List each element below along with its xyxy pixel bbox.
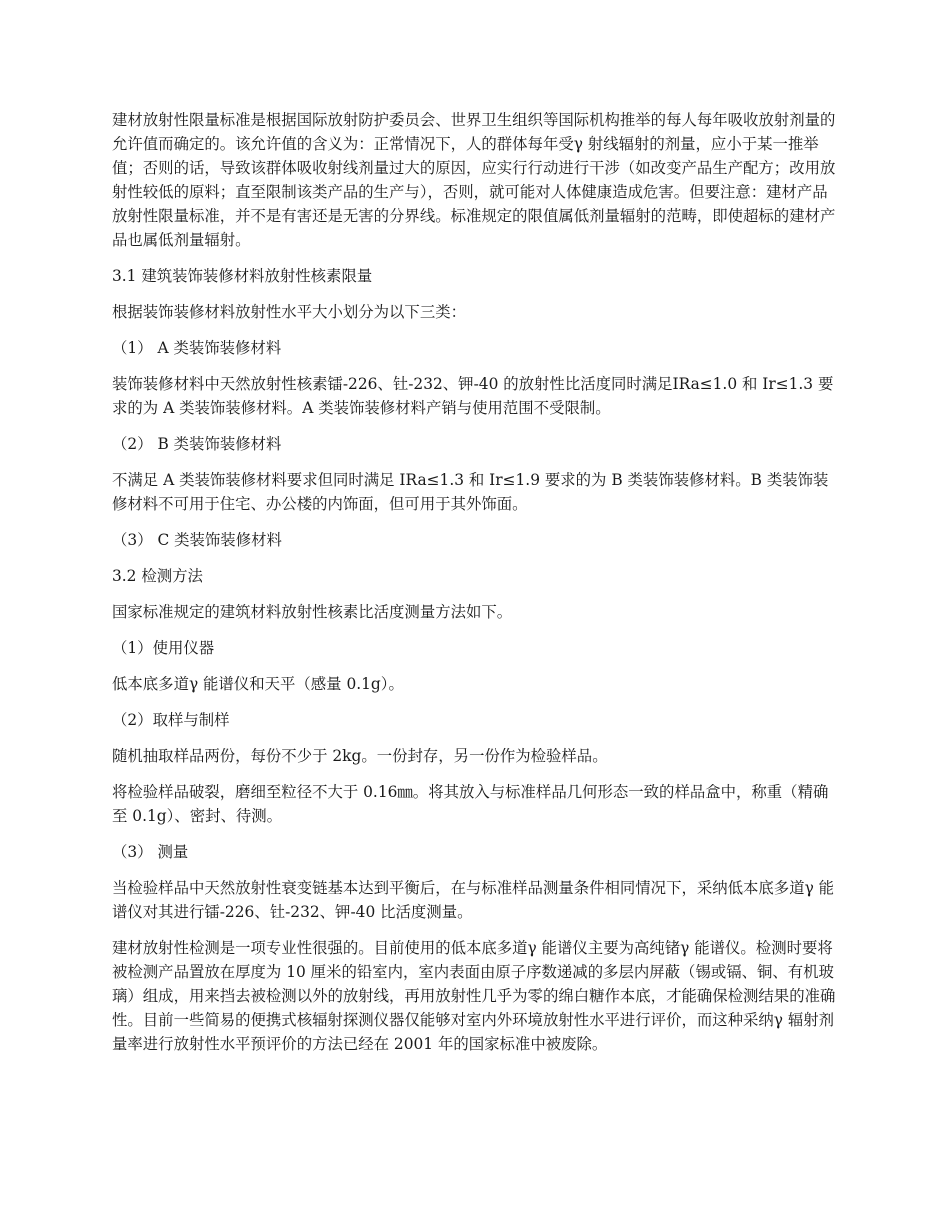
intro-paragraph: 建材放射性限量标准是根据国际放射防护委员会、世界卫生组织等国际机构推举的每人每年吸收放射剂量的允许值而确定的。该允许值的含义为：正常情况下，人的群体每年受γ 射线辐射的剂量，应小于某一推举值；否则的话，导致该群体吸收射线剂量过大的原因，应实行行动进行干涉（如改变产品生产配方；改用放射性较低的原料；直至限制该类产品的生产与），否则，就可能对人体健康造成危害。但要注意：建材产品放射性限量标准，并不是有害还是无害的分界线。标准规定的限值属低剂量辐射的范畴，即使超标的建材产品也属低剂量辐射。 — [112, 111, 836, 249]
subheading-instruments: （1）使用仪器 — [112, 639, 215, 657]
subheading-class-b: （2） B 类装饰装修材料 — [112, 435, 282, 453]
class-b-paragraph: 不满足 A 类装饰装修材料要求但同时满足 IRa≤1.3 和 Ir≤1.9 要求的为 B 类装饰装修材料。B 类装饰装修材料不可用于住宅、办公楼的内饰面，但可用于其外饰面。 — [112, 471, 829, 513]
classification-paragraph: 根据装饰装修材料放射性水平大小划分为以下三类： — [112, 303, 466, 321]
closing-paragraph: 建材放射性检测是一项专业性很强的。目前使用的低本底多道γ 能谱仪主要为高纯锗γ 能谱仪。检测时要将被检测产品置放在厚度为 10 厘米的铅室内，室内表面由原子序数递减的多层内屏蔽（锡或镉、铜、有机玻璃）组成，用来挡去被检测以外的放射线，再用放射性几乎为零的绵白糖作本底，才能确保检测结果的准确性。目前一些简易的便携式核辐射探测仪器仅能够对室内外环境放射性水平进行评价，而这种采纳γ 辐射剂量率进行放射性水平预评价的方法已经在 2001 年的国家标准中被废除。 — [112, 939, 836, 1053]
measurement-paragraph: 当检验样品中天然放射性衰变链基本达到平衡后，在与标准样品测量条件相同情况下，采纳低本底多道γ 能谱仪对其进行镭-226、钍-232、钾-40 比活度测量。 — [112, 879, 835, 921]
method-intro-paragraph: 国家标准规定的建筑材料放射性核素比活度测量方法如下。 — [112, 603, 513, 621]
section-heading-3-1: 3.1 建筑装饰装修材料放射性核素限量 — [112, 267, 373, 285]
class-a-paragraph: 装饰装修材料中天然放射性核素镭-226、钍-232、钾-40 的放射性比活度同时满足IRa≤1.0 和 Ir≤1.3 要求的为 A 类装饰装修材料。A 类装饰装修材料产销与使用范围不受限制。 — [112, 375, 834, 417]
instruments-paragraph: 低本底多道γ 能谱仪和天平（感量 0.1g）。 — [112, 675, 404, 693]
subheading-sampling: （2）取样与制样 — [112, 711, 230, 729]
subheading-class-a: （1） A 类装饰装修材料 — [112, 339, 282, 357]
sampling-paragraph: 随机抽取样品两份，每份不少于 2kg。一份封存，另一份作为检验样品。 — [112, 747, 608, 765]
preparation-paragraph: 将检验样品破裂，磨细至粒径不大于 0.16㎜。将其放入与标准样品几何形态一致的样品盒中，称重（精确至 0.1g）、密封、待测。 — [112, 783, 829, 825]
subheading-class-c: （3） C 类装饰装修材料 — [112, 531, 282, 549]
section-heading-3-2: 3.2 检测方法 — [112, 567, 203, 585]
document-body — [112, 108, 842, 1068]
subheading-measurement: （3） 测量 — [112, 843, 189, 861]
